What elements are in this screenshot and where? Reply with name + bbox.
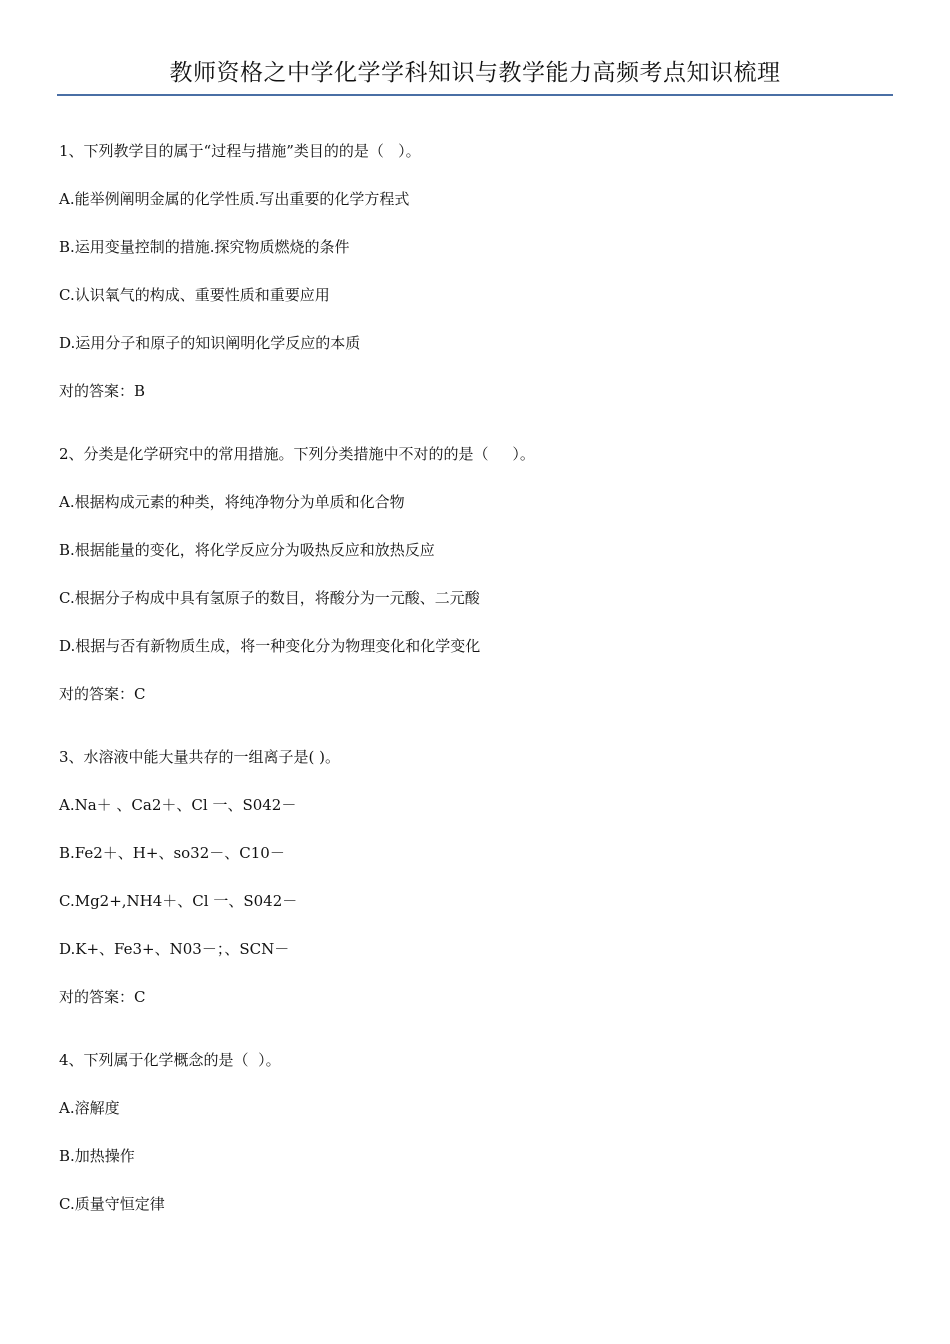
question-1-option-b: B.运用变量控制的措施.探究物质燃烧的条件 <box>59 238 350 256</box>
question-2-option-d: D.根据与否有新物质生成，将一种变化分为物理变化和化学变化 <box>59 637 481 655</box>
question-4-stem: 4、下列属于化学概念的是（ ）。 <box>59 1051 281 1069</box>
question-3-stem: 3、水溶液中能大量共存的一组离子是( )。 <box>59 748 341 766</box>
question-3-option-a: A.Na＋ 、Ca2＋、Cl 一、S042－ <box>59 796 297 814</box>
question-1-answer: 对的答案：B <box>59 382 146 400</box>
page-header <box>57 58 893 96</box>
question-2-option-c: C.根据分子构成中具有氢原子的数目，将酸分为一元酸、二元酸 <box>59 589 480 607</box>
question-1-option-d: D.运用分子和原子的知识阐明化学反应的本质 <box>59 334 361 352</box>
question-4-option-c: C.质量守恒定律 <box>59 1195 165 1213</box>
question-1-option-c: C.认识氧气的构成、重要性质和重要应用 <box>59 286 330 304</box>
question-1-stem: 1、下列教学目的属于“过程与措施”类目的的是（ ）。 <box>59 142 421 160</box>
question-3-answer: 对的答案：C <box>59 988 146 1006</box>
question-4-option-a: A.溶解度 <box>59 1099 120 1117</box>
question-2-stem: 2、分类是化学研究中的常用措施。下列分类措施中不对的的是（ ）。 <box>59 445 535 463</box>
question-2-option-a: A.根据构成元素的种类，将纯净物分为单质和化合物 <box>59 493 405 511</box>
question-3-option-c: C.Mg2+,NH4＋、Cl 一、S042－ <box>59 892 298 910</box>
question-2-answer: 对的答案：C <box>59 685 146 703</box>
question-1-option-a: A.能举例阐明金属的化学性质.写出重要的化学方程式 <box>59 190 410 208</box>
page-title: 教师资格之中学化学学科知识与教学能力高频考点知识梳理 <box>169 60 781 86</box>
question-3-option-d: D.K+、Fe3+、N03－；、SCN－ <box>59 940 290 958</box>
question-2-option-b: B.根据能量的变化，将化学反应分为吸热反应和放热反应 <box>59 541 435 559</box>
question-4-option-b: B.加热操作 <box>59 1147 135 1165</box>
question-3-option-b: B.Fe2＋、H+、so32－、C10－ <box>59 844 285 862</box>
